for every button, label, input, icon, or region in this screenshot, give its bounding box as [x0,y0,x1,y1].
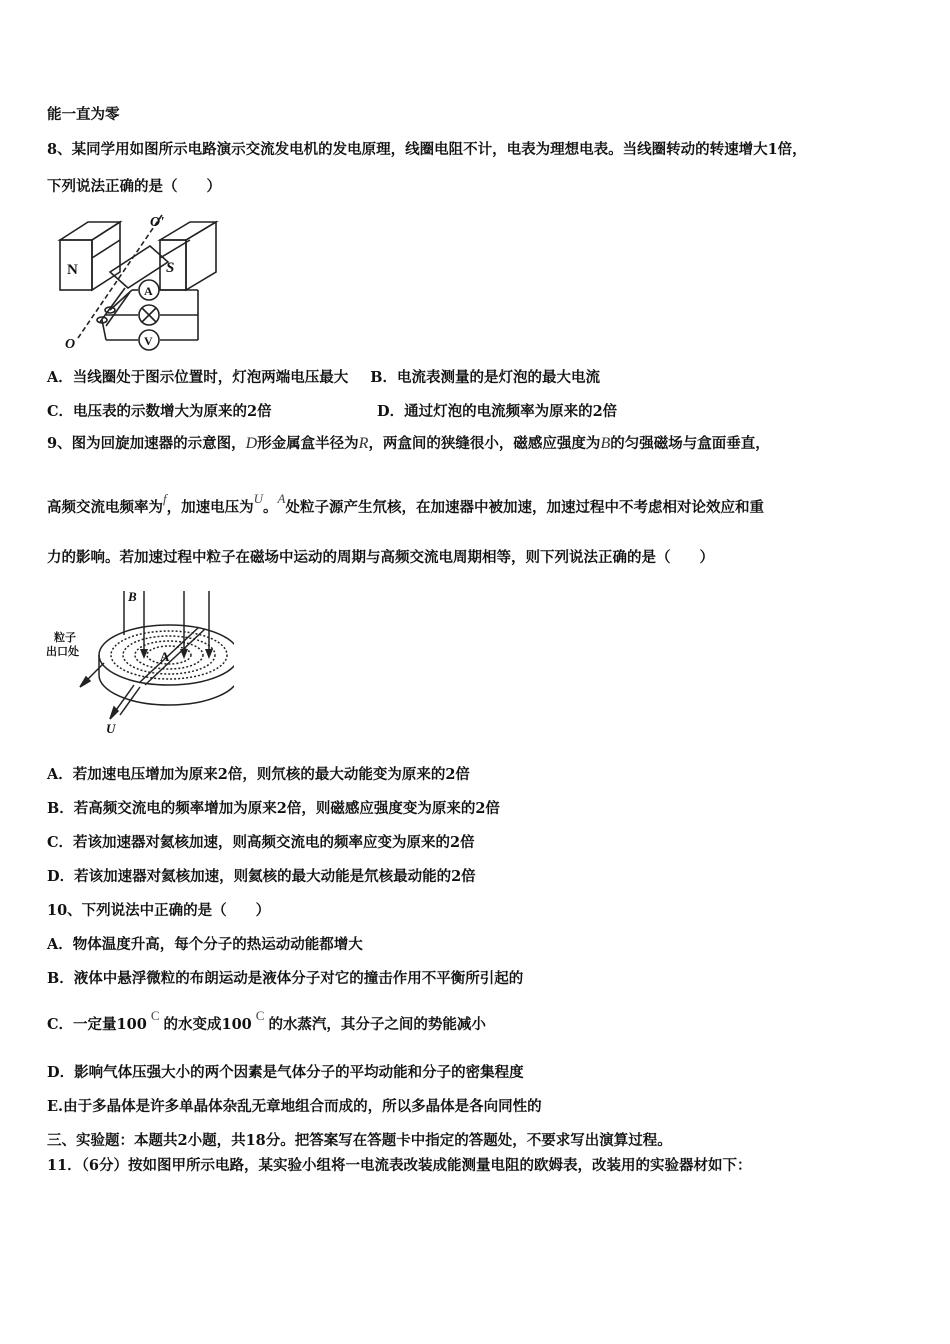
q9-option-d: D．若该加速器对氦核加速，则氦核的最大动能是氘核最动能的2倍 [47,868,476,885]
exit-label-1: 粒子 [54,631,76,644]
q8-options-cd [47,400,617,421]
option-a: A．当线圈处于图示位置时，灯泡两端电压最大 [47,369,349,386]
q10-option-c: C．一定量100C的水变成100C的水蒸汽，其分子之间的势能减小 [47,1008,486,1033]
q9-option-c: C．若该加速器对氦核加速，则高频交流电的频率应变为原来的2倍 [47,834,475,851]
field-b-label: B [128,589,137,604]
section-3-heading: 三、实验题：本题共2小题，共18分。把答案写在答题卡中指定的答题处，不要求写出演算过程。 [47,1132,672,1149]
q8-options-ab [47,366,600,387]
question-8-stem-cont: 下列说法正确的是（ ） [47,178,221,195]
voltage-u-label: U [106,721,116,736]
question-8-stem: 8、某同学用如图所示电路演示交流发电机的发电原理，线圈电阻不计，电表为理想电表。当线圈转动的转速增大1倍， [47,141,807,158]
source-a-label: A [160,649,170,664]
option-b: B．电流表测量的是灯泡的最大电流 [370,369,601,386]
question-10-stem: 10、下列说法中正确的是（ ） [47,902,271,919]
question-11-stem: 11．（6分）按如图甲所示电路，某实验小组将一电流表改装成能测量电阻的欧姆表，改装用的实验器材如下： [47,1157,752,1174]
q9-option-a: A．若加速电压增加为原来2倍，则氘核的最大动能变为原来的2倍 [47,766,470,783]
option-c: C．电压表的示数增大为原来的2倍 [47,403,272,420]
axis-top-label: O' [150,215,164,230]
question-9-stem-cont: 高频交流电频率为f，加速电压为U。A处粒子源产生氘核，在加速器中被加速，加速过程中不考虑相对论效应和重 [47,491,764,516]
generator-figure [50,210,230,355]
ammeter-label: A [144,284,153,298]
voltmeter-label: V [144,334,153,348]
q10-option-a: A．物体温度升高，每个分子的热运动动能都增大 [47,936,363,953]
question-9-stem-cont2: 力的影响。若加速过程中粒子在磁场中运动的周期与高频交流电周期相等，则下列说法正确的是（ ） [47,549,714,566]
q9-option-b: B．若高频交流电的频率增加为原来2倍，则磁感应强度变为原来的2倍 [47,800,500,817]
cyclotron-figure [44,583,234,738]
axis-bottom-label: O [65,337,76,352]
magnet-n-label: N [67,262,78,278]
q10-option-e: E.由于多晶体是许多单晶体杂乱无章地组合而成的，所以多晶体是各向同性的 [47,1098,542,1115]
magnet-s-label: S [166,260,175,276]
q10-option-d: D．影响气体压强大小的两个因素是气体分子的平均动能和分子的密集程度 [47,1064,524,1081]
question-9-stem: 9、图为回旋加速器的示意图，D形金属盒半径为R，两盒间的狭缝很小，磁感应强度为B的匀强磁场与盒面垂直， [47,435,770,452]
option-d: D．通过灯泡的电流频率为原来的2倍 [377,403,618,420]
exit-label-2: 出口处 [46,645,79,658]
q10-option-b: B．液体中悬浮微粒的布朗运动是液体分子对它的撞击作用不平衡所引起的 [47,970,524,987]
text-line: 能一直为零 [47,106,120,123]
